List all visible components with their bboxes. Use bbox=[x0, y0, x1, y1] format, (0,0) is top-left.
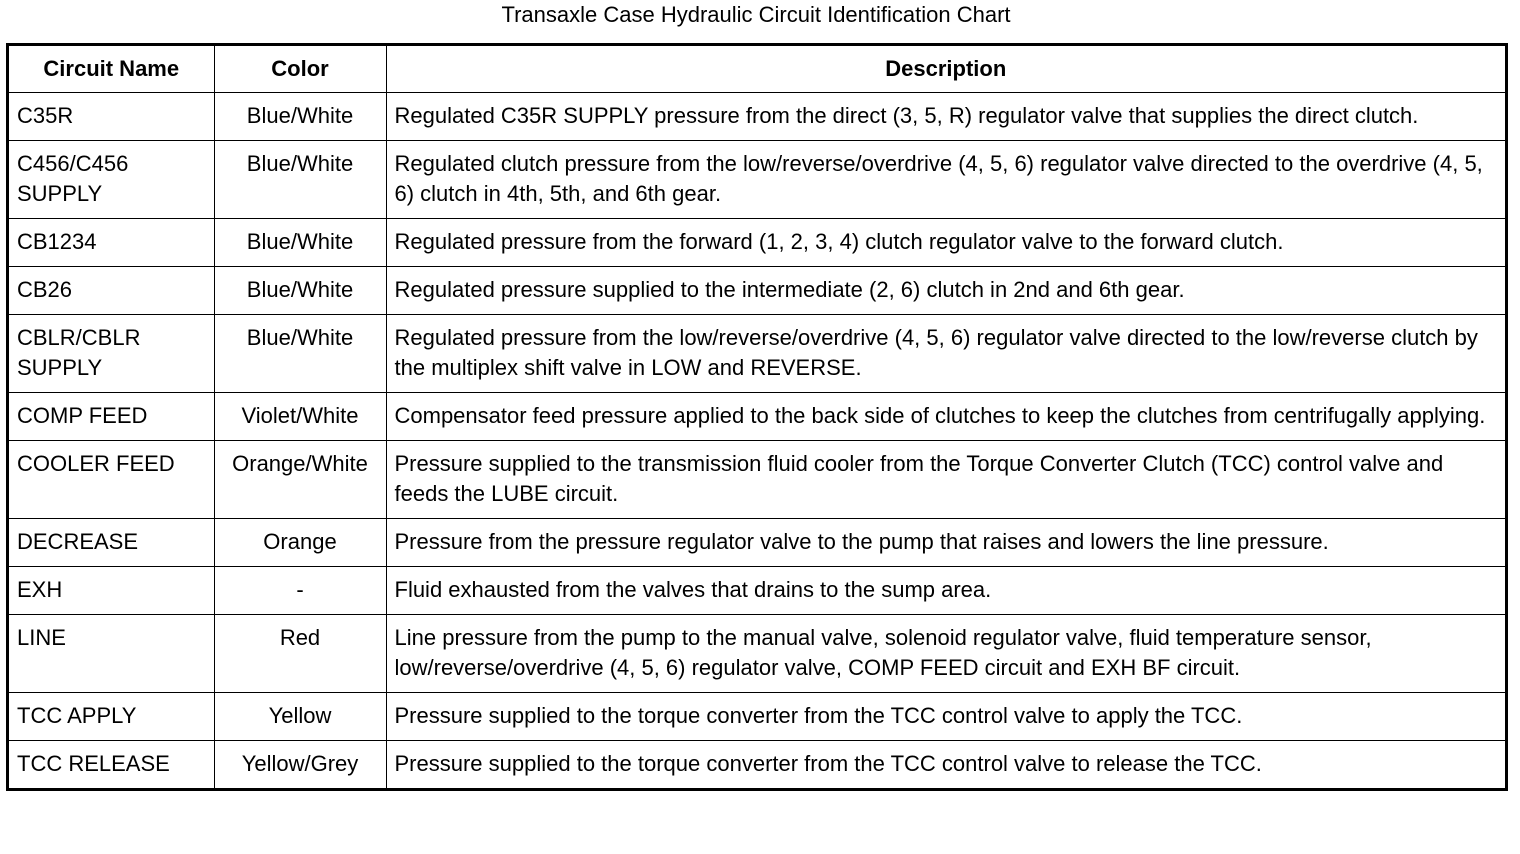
circuit-table-container bbox=[6, 43, 1508, 791]
circuit-name-cell: C35R bbox=[9, 93, 214, 141]
circuit-description-cell: Regulated clutch pressure from the low/reverse/overdrive (4, 5, 6) regulator valve directed to the overdrive (4, 5, 6) clutch in 4th, 5th, and 6th gear. bbox=[386, 141, 1505, 219]
circuit-color-cell: Blue/White bbox=[214, 93, 386, 141]
circuit-description-cell: Fluid exhausted from the valves that drains to the sump area. bbox=[386, 567, 1505, 615]
circuit-name-cell: LINE bbox=[9, 615, 214, 693]
table-row bbox=[9, 393, 1505, 441]
circuit-identification-table bbox=[9, 46, 1505, 788]
circuit-description-cell: Pressure supplied to the transmission fluid cooler from the Torque Converter Clutch (TCC) control valve and feeds the LUBE circuit. bbox=[386, 441, 1505, 519]
table-row bbox=[9, 141, 1505, 219]
circuit-color-cell: Red bbox=[214, 615, 386, 693]
circuit-color-cell: Violet/White bbox=[214, 393, 386, 441]
circuit-color-cell: - bbox=[214, 567, 386, 615]
table-row bbox=[9, 315, 1505, 393]
table-row bbox=[9, 693, 1505, 741]
circuit-description-cell: Line pressure from the pump to the manual valve, solenoid regulator valve, fluid temperature sensor, low/reverse/overdrive (4, 5, 6) regulator valve, COMP FEED circuit and EXH BF circuit. bbox=[386, 615, 1505, 693]
circuit-color-cell: Blue/White bbox=[214, 141, 386, 219]
circuit-name-cell: CBLR/CBLR SUPPLY bbox=[9, 315, 214, 393]
circuit-name-cell: TCC APPLY bbox=[9, 693, 214, 741]
table-row bbox=[9, 567, 1505, 615]
circuit-name-cell: COMP FEED bbox=[9, 393, 214, 441]
circuit-description-cell: Regulated pressure supplied to the intermediate (2, 6) clutch in 2nd and 6th gear. bbox=[386, 267, 1505, 315]
circuit-description-cell: Regulated C35R SUPPLY pressure from the direct (3, 5, R) regulator valve that supplies the direct clutch. bbox=[386, 93, 1505, 141]
circuit-description-cell: Pressure supplied to the torque converter from the TCC control valve to release the TCC. bbox=[386, 741, 1505, 789]
table-row bbox=[9, 741, 1505, 789]
circuit-color-cell: Blue/White bbox=[214, 219, 386, 267]
table-row bbox=[9, 267, 1505, 315]
header-circuit-name: Circuit Name bbox=[9, 46, 214, 93]
circuit-description-cell: Regulated pressure from the low/reverse/overdrive (4, 5, 6) regulator valve directed to the low/reverse clutch by the multiplex shift valve in LOW and REVERSE. bbox=[386, 315, 1505, 393]
circuit-color-cell: Yellow/Grey bbox=[214, 741, 386, 789]
circuit-description-cell: Regulated pressure from the forward (1, 2, 3, 4) clutch regulator valve to the forward clutch. bbox=[386, 219, 1505, 267]
circuit-color-cell: Blue/White bbox=[214, 267, 386, 315]
circuit-name-cell: COOLER FEED bbox=[9, 441, 214, 519]
table-header-row bbox=[9, 46, 1505, 93]
circuit-color-cell: Yellow bbox=[214, 693, 386, 741]
circuit-description-cell: Compensator feed pressure applied to the back side of clutches to keep the clutches from centrifugally applying. bbox=[386, 393, 1505, 441]
table-row bbox=[9, 615, 1505, 693]
table-row bbox=[9, 519, 1505, 567]
table-row bbox=[9, 219, 1505, 267]
header-description: Description bbox=[386, 46, 1505, 93]
circuit-name-cell: TCC RELEASE bbox=[9, 741, 214, 789]
chart-title: Transaxle Case Hydraulic Circuit Identification Chart bbox=[501, 2, 1011, 27]
table-row bbox=[9, 93, 1505, 141]
circuit-color-cell: Blue/White bbox=[214, 315, 386, 393]
circuit-description-cell: Pressure supplied to the torque converter from the TCC control valve to apply the TCC. bbox=[386, 693, 1505, 741]
circuit-name-cell: DECREASE bbox=[9, 519, 214, 567]
circuit-color-cell: Orange bbox=[214, 519, 386, 567]
circuit-name-cell: CB26 bbox=[9, 267, 214, 315]
circuit-color-cell: Orange/White bbox=[214, 441, 386, 519]
header-color: Color bbox=[214, 46, 386, 93]
circuit-description-cell: Pressure from the pressure regulator valve to the pump that raises and lowers the line pressure. bbox=[386, 519, 1505, 567]
circuit-name-cell: C456/C456 SUPPLY bbox=[9, 141, 214, 219]
table-row bbox=[9, 441, 1505, 519]
circuit-name-cell: CB1234 bbox=[9, 219, 214, 267]
circuit-name-cell: EXH bbox=[9, 567, 214, 615]
